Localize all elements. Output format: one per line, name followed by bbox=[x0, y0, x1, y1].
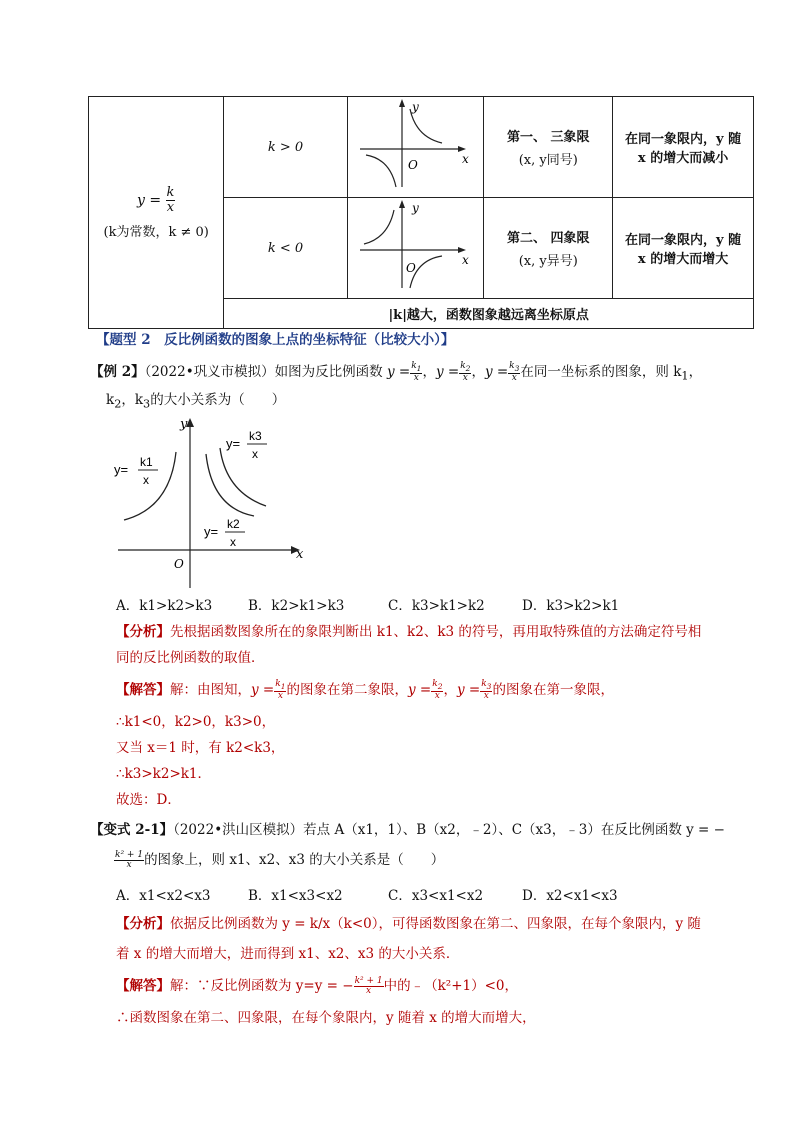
variant21-tag: 【变式 2-1】 bbox=[90, 822, 174, 838]
variant21-solution-line1: 【解答】解：∵反比例函数为 y=y = − $\frac{\text{k² + 1}}{x}$ 中的﹣（k²+1）<0， bbox=[116, 976, 519, 996]
row2-condition: k < 0 bbox=[224, 198, 347, 299]
variant21-frac-num: k² + 1 bbox=[115, 850, 144, 860]
variant21-question-line1 bbox=[90, 820, 725, 840]
row1-quadrant-cell bbox=[484, 97, 613, 198]
example2-analysis-line1 bbox=[116, 622, 701, 642]
fig-label3-num: k3 bbox=[249, 429, 262, 443]
example2-option-b[interactable]: B．k2>k1>k3 bbox=[248, 598, 345, 614]
example2-q-line2: 的大小关系为（ ） bbox=[150, 392, 286, 408]
example2-solution-line1: 【解答】解：由图知，y = $\frac{k_1}{x}$ 的图象在第二象限，y = $\frac{k_2}{x}$ ，y = $\frac{k_3}{x}$ 的图象在第一象限， bbox=[116, 679, 614, 701]
row1-graph-o: O bbox=[407, 158, 418, 172]
row2-quadrant-title: 第二、 四象限 bbox=[507, 231, 590, 246]
variant21-source: （2022•洪山区模拟） bbox=[173, 822, 304, 838]
example2-q-part3: k bbox=[106, 392, 115, 408]
row2-graph-o: O bbox=[405, 261, 416, 275]
row1-quadrant-title: 第一、 三象限 bbox=[507, 130, 590, 145]
example2-solution-l1c: 的图象在第一象限， bbox=[492, 682, 614, 698]
variant21-option-a[interactable]: A．x1<x2<x3 bbox=[116, 888, 211, 904]
example2-analysis-line2: 同的反比例函数的取值． bbox=[116, 650, 265, 666]
fig-label3-y: y= bbox=[226, 436, 241, 451]
variant21-solution-tag: 【解答】 bbox=[116, 978, 170, 994]
example2-solution-l1b: 的图象在第二象限， bbox=[286, 682, 408, 698]
variant21-q-l1: 若点 A（x1，1）、B（x2，﹣2）、C（x3，﹣3）在反比例函数 y = − bbox=[303, 822, 725, 838]
variant21-solution-line2: ∴函数图象在第二、四象限，在每个象限内，y 随着 x 的增大而增大， bbox=[116, 1010, 536, 1026]
row2-quadrant-cell bbox=[484, 198, 613, 299]
row2-graph-x: x bbox=[461, 253, 469, 267]
example2-q-part1: 如图为反比例函数 bbox=[274, 364, 383, 380]
variant21-analysis-line1 bbox=[116, 914, 701, 934]
fig-label2-den: x bbox=[230, 535, 236, 549]
variant21-option-d[interactable]: D．x2<x1<x3 bbox=[522, 888, 618, 904]
variant21-frac-den: x bbox=[126, 860, 132, 870]
table-footer: |k|越大，函数图象越远离坐标原点 bbox=[224, 299, 754, 329]
formula-x: x bbox=[166, 199, 175, 215]
row1-trend: 在同一象限内，y 随 x 的增大而减小 bbox=[613, 97, 754, 198]
example2-solution-line4: ∴k3>k2>k1． bbox=[116, 766, 212, 782]
example2-q-part4: k bbox=[134, 392, 144, 408]
variant21-analysis-tag: 【分析】 bbox=[116, 916, 170, 932]
example2-analysis-tag: 【分析】 bbox=[116, 624, 170, 640]
variant21-option-b[interactable]: B．x1<x3<x2 bbox=[248, 888, 343, 904]
example2-tag: 【例 2】 bbox=[90, 364, 145, 380]
row2-trend: 在同一象限内，y 随 x 的增大而增大 bbox=[613, 198, 754, 299]
fig-x-axis: x bbox=[296, 547, 304, 562]
row2-graph bbox=[350, 198, 482, 294]
row1-graph-x: x bbox=[461, 152, 469, 166]
variant21-solution-l1a: 解：∵反比例函数为 y=y = − bbox=[170, 978, 354, 994]
variant21-q-l2: 的图象上，则 x1、x2、x3 的大小关系是（ ） bbox=[144, 852, 445, 868]
formula-fraction bbox=[166, 186, 176, 215]
row1-quadrant-note: (x, y同号) bbox=[518, 153, 578, 168]
formula-k: k bbox=[166, 184, 175, 200]
row1-graph-cell bbox=[347, 97, 484, 198]
row1-condition: k > 0 bbox=[224, 97, 347, 198]
example2-option-c[interactable]: C．k3>k1>k2 bbox=[388, 598, 485, 614]
fig-label1-num: k1 bbox=[140, 455, 153, 469]
example2-question-line2: $k_2$，$k_3$的大小关系为（ ） bbox=[106, 392, 286, 411]
example2-solution-tag: 【解答】 bbox=[116, 682, 170, 698]
section-title: 【题型 2 反比例函数的图象上点的坐标特征（比较大小）】 bbox=[96, 332, 455, 348]
fig-label3-den: x bbox=[252, 447, 258, 461]
formula-cell bbox=[89, 97, 224, 329]
fig-label1-y: y= bbox=[114, 462, 129, 477]
row2-graph-y: y bbox=[411, 201, 419, 215]
fig-label1-den: x bbox=[143, 473, 149, 487]
example2-solution-line5: 故选：D． bbox=[116, 792, 181, 808]
row2-quadrant-note: (x, y异号) bbox=[518, 254, 578, 269]
fig-label2-num: k2 bbox=[227, 517, 240, 531]
fig-label2-y: y= bbox=[204, 524, 219, 539]
variant21-option-c[interactable]: C．x3<x1<x2 bbox=[388, 888, 484, 904]
example2-question-line1: 【例 2】（2022•巩义市模拟）如图为反比例函数 y = $\frac{k_1}{x}$ ，y = $\frac{k_2}{x}$ ，y = $\frac{k_3}{x}$ 在同一坐标系的图象，则 $k_1$， bbox=[90, 361, 703, 383]
fig-origin: O bbox=[174, 557, 184, 571]
formula-note: (k为常数，k ≠ 0) bbox=[103, 224, 209, 240]
properties-table bbox=[88, 96, 754, 329]
example2-option-d[interactable]: D．k3>k2>k1 bbox=[522, 598, 620, 614]
example2-solution-line2: ∴k1<0，k2>0，k3>0， bbox=[116, 714, 276, 730]
example2-option-a[interactable]: A．k1>k2>k3 bbox=[116, 598, 213, 614]
example2-q-part2: 在同一坐标系的图象，则 k bbox=[520, 364, 682, 380]
example2-solution-l1a: 解：由图知， bbox=[170, 682, 251, 698]
example2-analysis-text1: 先根据函数图象所在的象限判断出 k1、k2、k3 的符号，再用取特殊值的方法确定符号相 bbox=[170, 624, 702, 640]
example2-solution-line3: 又当 x＝1 时，有 k2<k3， bbox=[116, 740, 285, 756]
example2-figure bbox=[108, 412, 308, 590]
formula-y: y = bbox=[136, 192, 162, 208]
variant21-analysis-line2: 着 x 的增大而增大，进而得到 x1、x2、x3 的大小关系． bbox=[116, 946, 460, 962]
row2-graph-cell bbox=[347, 198, 484, 299]
variant21-solution-l1b: 中的﹣（k²+1）<0， bbox=[383, 978, 519, 994]
variant21-analysis-text1: 依据反比例函数为 y = k/x（k<0），可得函数图象在第二、四象限，在每个象限内，y 随 bbox=[170, 916, 701, 932]
row1-graph bbox=[350, 97, 482, 193]
variant21-question-line2 bbox=[114, 850, 444, 870]
fig-y-axis: y bbox=[180, 417, 188, 432]
row1-graph-y: y bbox=[411, 100, 419, 114]
example2-source: （2022•巩义市模拟） bbox=[144, 364, 275, 380]
